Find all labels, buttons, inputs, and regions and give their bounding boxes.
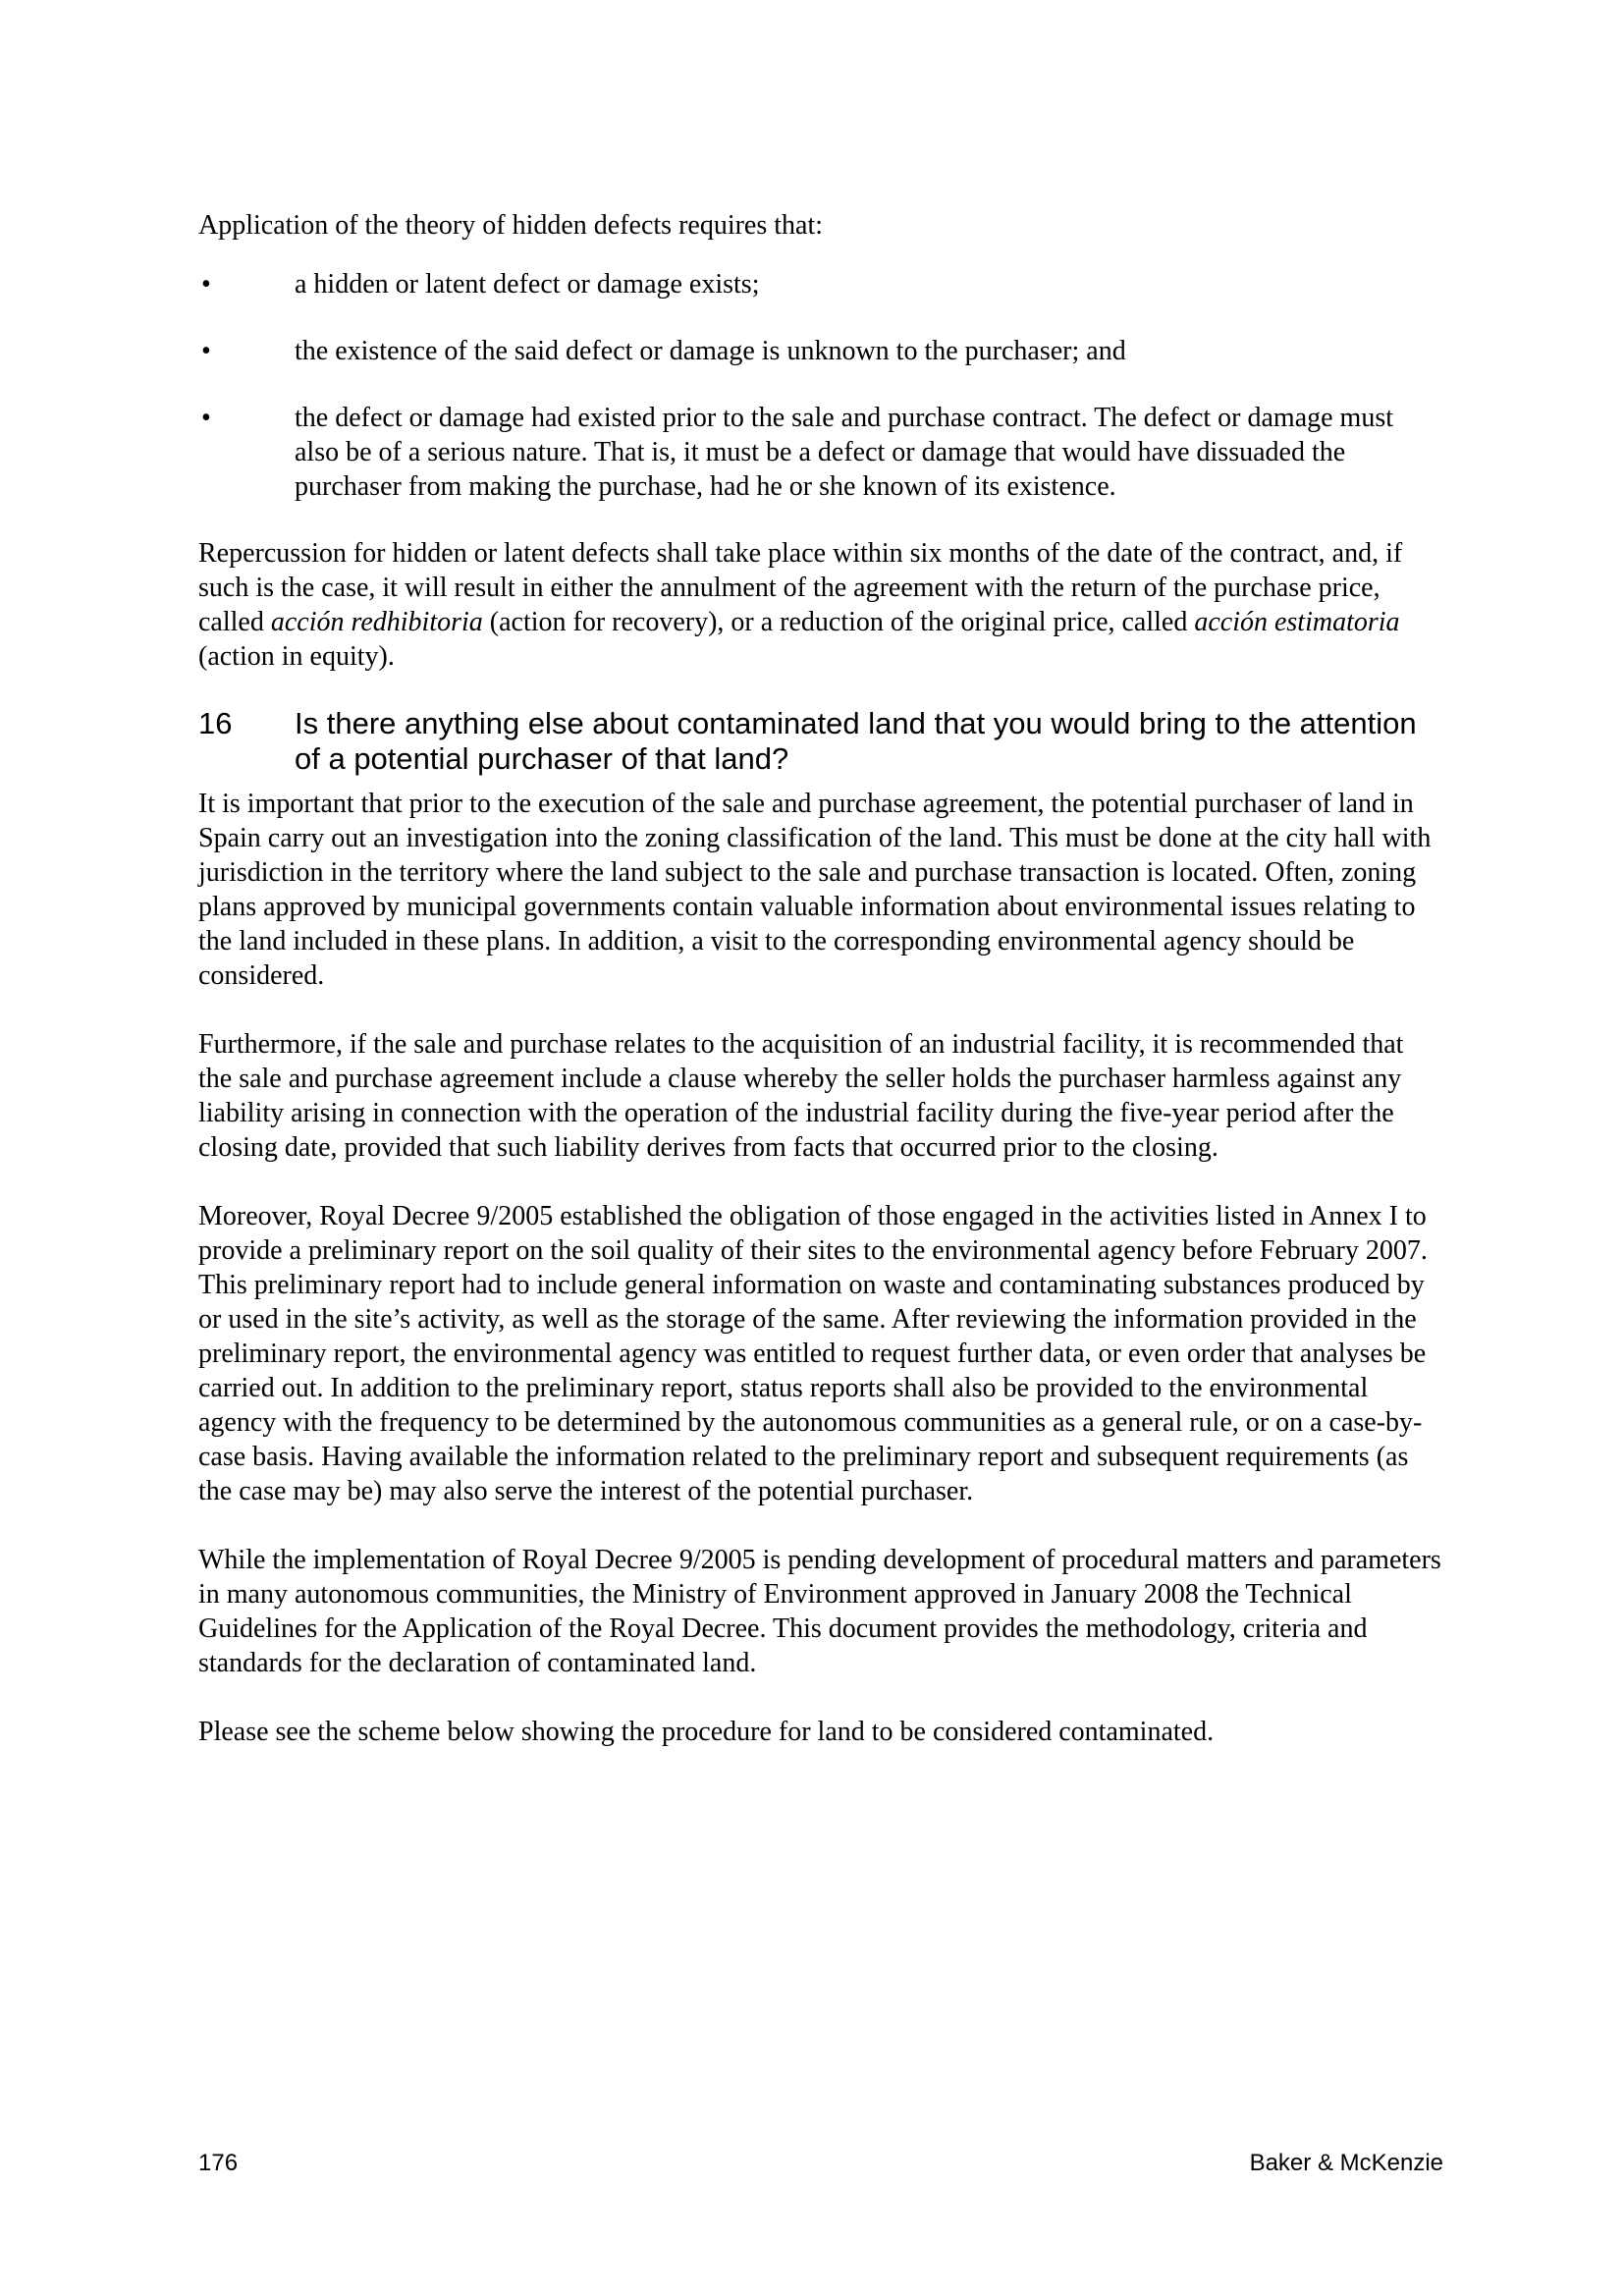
- bullet-icon: •: [201, 269, 211, 300]
- firm-name: Baker & McKenzie: [1249, 2150, 1443, 2176]
- paragraph-industrial-facility: Furthermore, if the sale and purchase relates to the acquisition of an industrial facility, it is recommended that the sale and purchase agreement include a clause whereby the seller holds the purchaser harmless against any liability arising in connection with the operation of the industrial facility during the five-year period after the closing date, provided that such liability derives from facts that occurred prior to the closing.: [198, 1029, 1404, 1163]
- list-item: [198, 401, 1443, 504]
- repercussion-text-3: (action in equity).: [198, 641, 395, 672]
- section-heading: [198, 706, 1443, 777]
- bullet-icon: •: [201, 336, 211, 366]
- paragraph-scheme-reference: Please see the scheme below showing the procedure for land to be considered contaminated.: [198, 1717, 1215, 1747]
- page-footer: [198, 2150, 1443, 2177]
- paragraph-technical-guidelines: While the implementation of Royal Decree 9/2005 is pending development of procedural matters and parameters in many autonomous communities, the Ministry of Environment approved in January 2008 the Technical Guidelines for the Application of the Royal Decree. This document provides the methodology, criteria and standards for the declaration of contaminated land.: [198, 1545, 1441, 1678]
- paragraph-royal-decree: Moreover, Royal Decree 9/2005 established the obligation of those engaged in the activities listed in Annex I to provide a preliminary report on the soil quality of their sites to the environmental agency before February 2007. This preliminary report had to include general information on waste and contaminating substances produced by or used in the site’s activity, as well as the storage of the same. After reviewing the information provided in the preliminary report, the environmental agency was entitled to request further data, or even order that analyses be carried out. In addition to the preliminary report, status reports shall also be provided to the environmental agency with the frequency to be determined by the autonomous communities as a general rule, or on a case-by-case basis. Having available the information related to the preliminary report and subsequent requirements (as the case may be) may also serve the interest of the potential purchaser.: [198, 1201, 1428, 1506]
- repercussion-text-1: Repercussion for hidden or latent defects shall take place within six months of the date of the contract, and, if such is the case, it will result in either the annulment of the agreement with the return of the purchase price, called: [198, 538, 1403, 637]
- bullet-icon: •: [201, 403, 211, 433]
- term-accion-estimatoria: acción estimatoria: [1194, 607, 1400, 637]
- term-accion-redhibitoria: acción redhibitoria: [270, 607, 483, 637]
- section-number: 16: [198, 706, 233, 740]
- list-item-text: a hidden or latent defect or damage exists;: [295, 269, 760, 300]
- list-item-text: the defect or damage had existed prior to the sale and purchase contract. The defect or damage must also be of a serious nature. That is, it must be a defect or damage that would have dissuaded the purchaser from making the purchase, had he or she known of its existence.: [295, 403, 1394, 502]
- list-item: [198, 334, 1443, 368]
- requirements-list: [198, 267, 1443, 504]
- repercussion-text-2: (action for recovery), or a reduction of the original price, called: [482, 607, 1195, 637]
- repercussion-paragraph: [198, 536, 1443, 674]
- page-number: 176: [198, 2150, 239, 2176]
- intro-text: Application of the theory of hidden defects requires that:: [198, 210, 824, 241]
- list-item: [198, 267, 1443, 301]
- document-page: [198, 208, 1443, 1783]
- list-item-text: the existence of the said defect or damage is unknown to the purchaser; and: [295, 336, 1126, 366]
- paragraph-zoning: It is important that prior to the execution of the sale and purchase agreement, the potential purchaser of land in Spain carry out an investigation into the zoning classification of the land. This must be done at the city hall with jurisdiction in the territory where the land subject to the sale and purchase transaction is located. Often, zoning plans approved by municipal governments contain valuable information about environmental issues relating to the land included in these plans. In addition, a visit to the corresponding environmental agency should be considered.: [198, 789, 1432, 991]
- section-title: Is there anything else about contaminated land that you would bring to the attention of a potential purchaser of that land?: [295, 706, 1417, 776]
